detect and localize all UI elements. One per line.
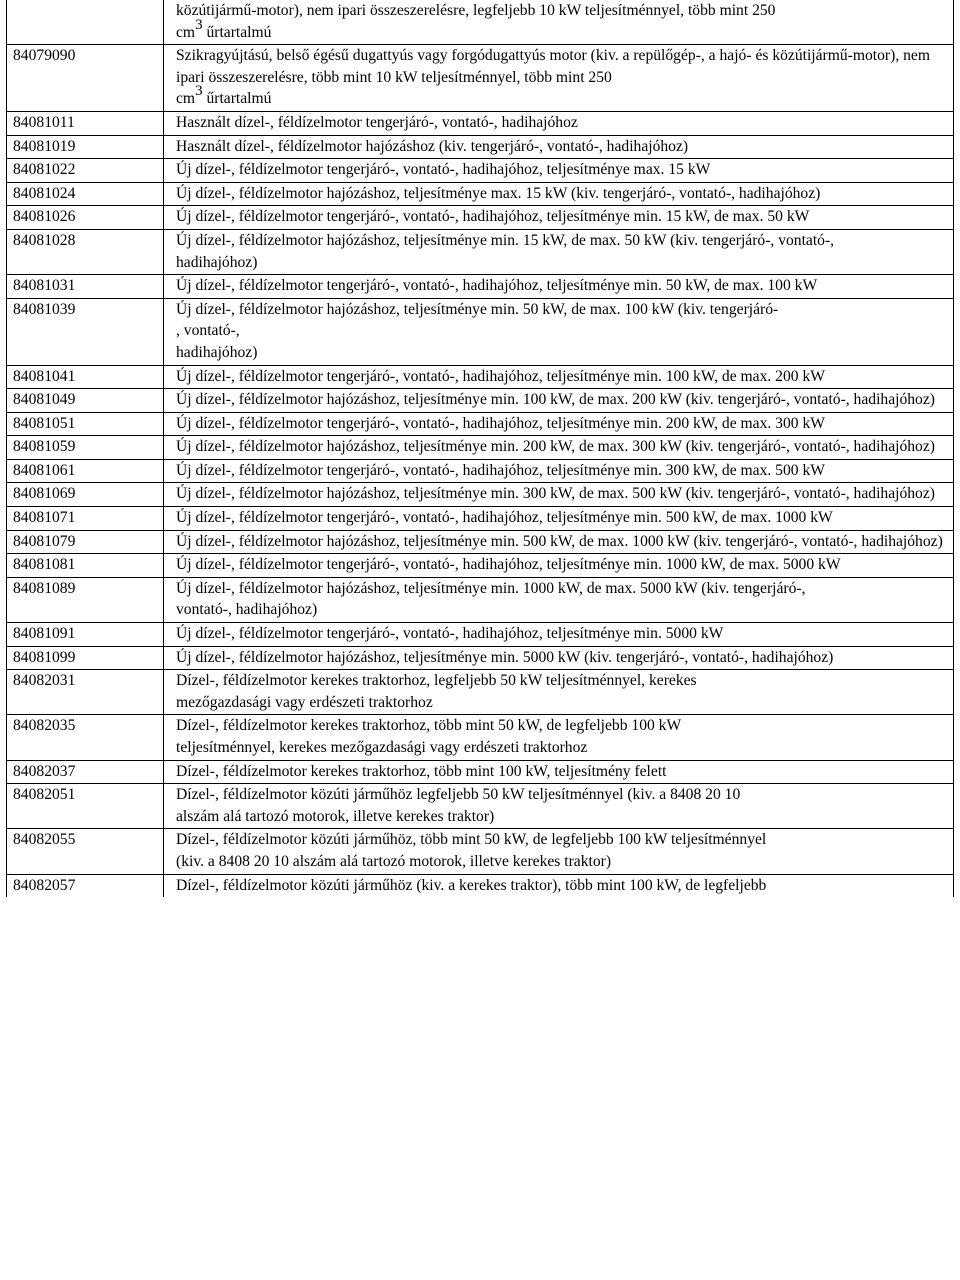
table-row	[7, 0, 954, 45]
description-cell	[164, 670, 954, 715]
table-row	[7, 111, 954, 135]
description-cell	[164, 760, 954, 784]
description-text: Új dízel-, féldízelmotor hajózáshoz, teljesítménye min. 1000 kW, de max. 5000 kW (kiv. tengerjáró-,	[176, 579, 806, 597]
description-text: Új dízel-, féldízelmotor hajózáshoz, teljesítménye min. 100 kW, de max. 200 kW (kiv. tengerjáró-, vontató-, hadihajóhoz)	[176, 391, 935, 409]
tariff-code-cell: 84082035	[7, 715, 164, 760]
description-text: Dízel-, féldízelmotor közúti járműhöz legfeljebb 50 kW teljesítménnyel (kiv. a 8408 20 10	[176, 786, 741, 804]
table-row	[7, 45, 954, 112]
unit-tail: űrtartalmú	[202, 90, 272, 108]
tariff-code-cell: 84081089	[7, 577, 164, 622]
description-text: Új dízel-, féldízelmotor tengerjáró-, vontató-, hadihajóhoz, teljesítménye min. 500 kW, de max. 1000 kW	[176, 509, 833, 527]
table-row	[7, 182, 954, 206]
tariff-code-cell: 84081079	[7, 530, 164, 554]
description-cell	[164, 206, 954, 230]
description-text: Dízel-, féldízelmotor kerekes traktorhoz, több mint 100 kW, teljesítmény felett	[176, 762, 667, 780]
tariff-code-cell: 84081019	[7, 135, 164, 159]
description-cell	[164, 298, 954, 365]
tariff-code-cell: 84081099	[7, 646, 164, 670]
tariff-code-cell	[7, 0, 164, 45]
description-cell	[164, 507, 954, 531]
table-row	[7, 206, 954, 230]
tariff-code-cell: 84082031	[7, 670, 164, 715]
table-row	[7, 577, 954, 622]
description-cell	[164, 412, 954, 436]
tariff-code-cell: 84081039	[7, 298, 164, 365]
description-cell	[164, 436, 954, 460]
table-row	[7, 229, 954, 274]
tariff-code-cell: 84082037	[7, 760, 164, 784]
tariff-code-cell: 84081011	[7, 111, 164, 135]
description-text: Új dízel-, féldízelmotor tengerjáró-, vontató-, hadihajóhoz, teljesítménye min. 200 kW, de max. 300 kW	[176, 414, 825, 432]
tariff-code-cell: 84079090	[7, 45, 164, 112]
description-cell	[164, 45, 954, 112]
description-cell	[164, 483, 954, 507]
table-row	[7, 760, 954, 784]
description-cell	[164, 530, 954, 554]
description-text: hadihajóhoz)	[176, 343, 258, 361]
table-row	[7, 646, 954, 670]
tariff-code-cell: 84081049	[7, 389, 164, 413]
description-text: Új dízel-, féldízelmotor tengerjáró-, vontató-, hadihajóhoz, teljesítménye min. 100 kW, de max. 200 kW	[176, 367, 825, 385]
description-cell	[164, 135, 954, 159]
tariff-code-cell: 84081028	[7, 229, 164, 274]
description-text: Új dízel-, féldízelmotor tengerjáró-, vontató-, hadihajóhoz, teljesítménye min. 15 kW, de max. 50 kW	[176, 208, 810, 226]
description-cell	[164, 577, 954, 622]
description-cell	[164, 111, 954, 135]
description-text: alszám alá tartozó motorok, illetve kerekes traktor)	[176, 807, 495, 825]
description-cell	[164, 784, 954, 829]
tariff-code-cell: 84081022	[7, 159, 164, 183]
description-cell	[164, 182, 954, 206]
description-text: Új dízel-, féldízelmotor tengerjáró-, vontató-, hadihajóhoz, teljesítménye min. 5000 kW	[176, 625, 724, 643]
tariff-code-cell: 84081026	[7, 206, 164, 230]
table-row	[7, 829, 954, 874]
description-cell	[164, 623, 954, 647]
table-row	[7, 275, 954, 299]
tariff-code-cell: 84081059	[7, 436, 164, 460]
table-row	[7, 159, 954, 183]
description-text: Dízel-, féldízelmotor közúti járműhöz (kiv. a kerekes traktor), több mint 100 kW, de legfeljebb	[176, 876, 767, 894]
description-cell	[164, 874, 954, 897]
description-text: Dízel-, féldízelmotor kerekes traktorhoz, több mint 50 kW, de legfeljebb 100 kW	[176, 717, 682, 735]
description-text: Új dízel-, féldízelmotor hajózáshoz, teljesítménye max. 15 kW (kiv. tengerjáró-, vontató-, hadihajóhoz)	[176, 184, 821, 202]
unit-tail: űrtartalmú	[202, 23, 272, 41]
table-row	[7, 459, 954, 483]
description-text: Új dízel-, féldízelmotor tengerjáró-, vontató-, hadihajóhoz, teljesítménye min. 1000 kW, de max. 5000 kW	[176, 556, 841, 574]
tariff-code-cell: 84082057	[7, 874, 164, 897]
table-row	[7, 530, 954, 554]
tariff-code-cell: 84081061	[7, 459, 164, 483]
tariff-code-cell: 84081031	[7, 275, 164, 299]
description-text: teljesítménnyel, kerekes mezőgazdasági vagy erdészeti traktorhoz	[176, 739, 588, 756]
description-cell	[164, 389, 954, 413]
table-row	[7, 507, 954, 531]
description-cell	[164, 715, 954, 760]
description-text: , vontató-,	[176, 322, 240, 340]
description-text: Új dízel-, féldízelmotor tengerjáró-, vontató-, hadihajóhoz, teljesítménye max. 15 kW	[176, 161, 711, 179]
description-text: Új dízel-, féldízelmotor tengerjáró-, vontató-, hadihajóhoz, teljesítménye min. 50 kW, de max. 100 kW	[176, 277, 818, 295]
description-text: Használt dízel-, féldízelmotor hajózáshoz (kiv. tengerjáró-, vontató-, hadihajóhoz)	[176, 137, 689, 155]
tariff-code-cell: 84081024	[7, 182, 164, 206]
description-text: Új dízel-, féldízelmotor hajózáshoz, teljesítménye min. 5000 kW (kiv. tengerjáró-, vontató-, hadihajóhoz)	[176, 648, 834, 666]
description-text: Új dízel-, féldízelmotor hajózáshoz, teljesítménye min. 500 kW, de max. 1000 kW (kiv. tengerjáró-, vontató-, hadihajóhoz)	[176, 532, 943, 550]
description-cell	[164, 554, 954, 578]
description-cell	[164, 365, 954, 389]
table-row	[7, 298, 954, 365]
unit-exponent: 3	[195, 16, 203, 33]
description-text: Új dízel-, féldízelmotor hajózáshoz, teljesítménye min. 15 kW, de max. 50 kW (kiv. tengerjáró-, vontató-,	[176, 231, 835, 249]
description-text: Új dízel-, féldízelmotor hajózáshoz, teljesítménye min. 300 kW, de max. 500 kW (kiv. tengerjáró-, vontató-, hadihajóhoz)	[176, 485, 935, 503]
description-cell	[164, 646, 954, 670]
table-row	[7, 365, 954, 389]
description-text: Új dízel-, féldízelmotor tengerjáró-, vontató-, hadihajóhoz, teljesítménye min. 300 kW, de max. 500 kW	[176, 461, 825, 479]
table-row	[7, 135, 954, 159]
table-row	[7, 623, 954, 647]
description-text: Új dízel-, féldízelmotor hajózáshoz, teljesítménye min. 200 kW, de max. 300 kW (kiv. tengerjáró-, vontató-, hadihajóhoz)	[176, 438, 935, 456]
description-cell	[164, 275, 954, 299]
table-row	[7, 436, 954, 460]
description-text: hadihajóhoz)	[176, 253, 258, 271]
table-row	[7, 412, 954, 436]
table-row	[7, 670, 954, 715]
table-row	[7, 554, 954, 578]
table-row	[7, 715, 954, 760]
table-body	[7, 0, 954, 897]
description-text: vontató-, hadihajóhoz)	[176, 601, 318, 619]
description-text: Dízel-, féldízelmotor kerekes traktorhoz, legfeljebb 50 kW teljesítménnyel, kerekes	[176, 672, 697, 690]
table-row	[7, 874, 954, 897]
description-text: Használt dízel-, féldízelmotor tengerjáró-, vontató-, hadihajóhoz	[176, 113, 578, 131]
description-cell	[164, 829, 954, 874]
tariff-code-cell: 84081041	[7, 365, 164, 389]
tariff-code-cell: 84081071	[7, 507, 164, 531]
unit-cm: cm	[176, 23, 196, 41]
tariff-code-cell: 84081091	[7, 623, 164, 647]
description-text: Szikragyújtású, belső égésű dugattyús vagy forgódugattyús motor (kiv. a repülőgép-, a hajó- és közútijármű-motor), nem ipari összeszerelésre, több mint 10 kW teljesítménnyel, több mint 250	[176, 47, 930, 86]
tariff-code-cell: 84081069	[7, 483, 164, 507]
tariff-code-table	[6, 0, 954, 897]
tariff-code-cell: 84082055	[7, 829, 164, 874]
description-text: mezőgazdasági vagy erdészeti traktorhoz	[176, 693, 433, 711]
description-cell	[164, 229, 954, 274]
description-text: Új dízel-, féldízelmotor hajózáshoz, teljesítménye min. 50 kW, de max. 100 kW (kiv. tengerjáró-	[176, 300, 779, 318]
description-text: (kiv. a 8408 20 10 alszám alá tartozó motorok, illetve kerekes traktor)	[176, 852, 612, 870]
table-row	[7, 389, 954, 413]
unit-cm: cm	[176, 90, 196, 108]
description-cell	[164, 0, 954, 45]
description-text: Dízel-, féldízelmotor közúti járműhöz, több mint 50 kW, de legfeljebb 100 kW teljesítménnyel	[176, 831, 767, 849]
description-text: közútijármű-motor), nem ipari összeszerelésre, legfeljebb 10 kW teljesítménnyel, több mint 250	[176, 2, 776, 19]
table-row	[7, 483, 954, 507]
tariff-code-cell: 84082051	[7, 784, 164, 829]
description-cell	[164, 459, 954, 483]
description-cell	[164, 159, 954, 183]
tariff-code-cell: 84081051	[7, 412, 164, 436]
table-row	[7, 784, 954, 829]
tariff-code-cell: 84081081	[7, 554, 164, 578]
unit-exponent: 3	[195, 83, 203, 100]
